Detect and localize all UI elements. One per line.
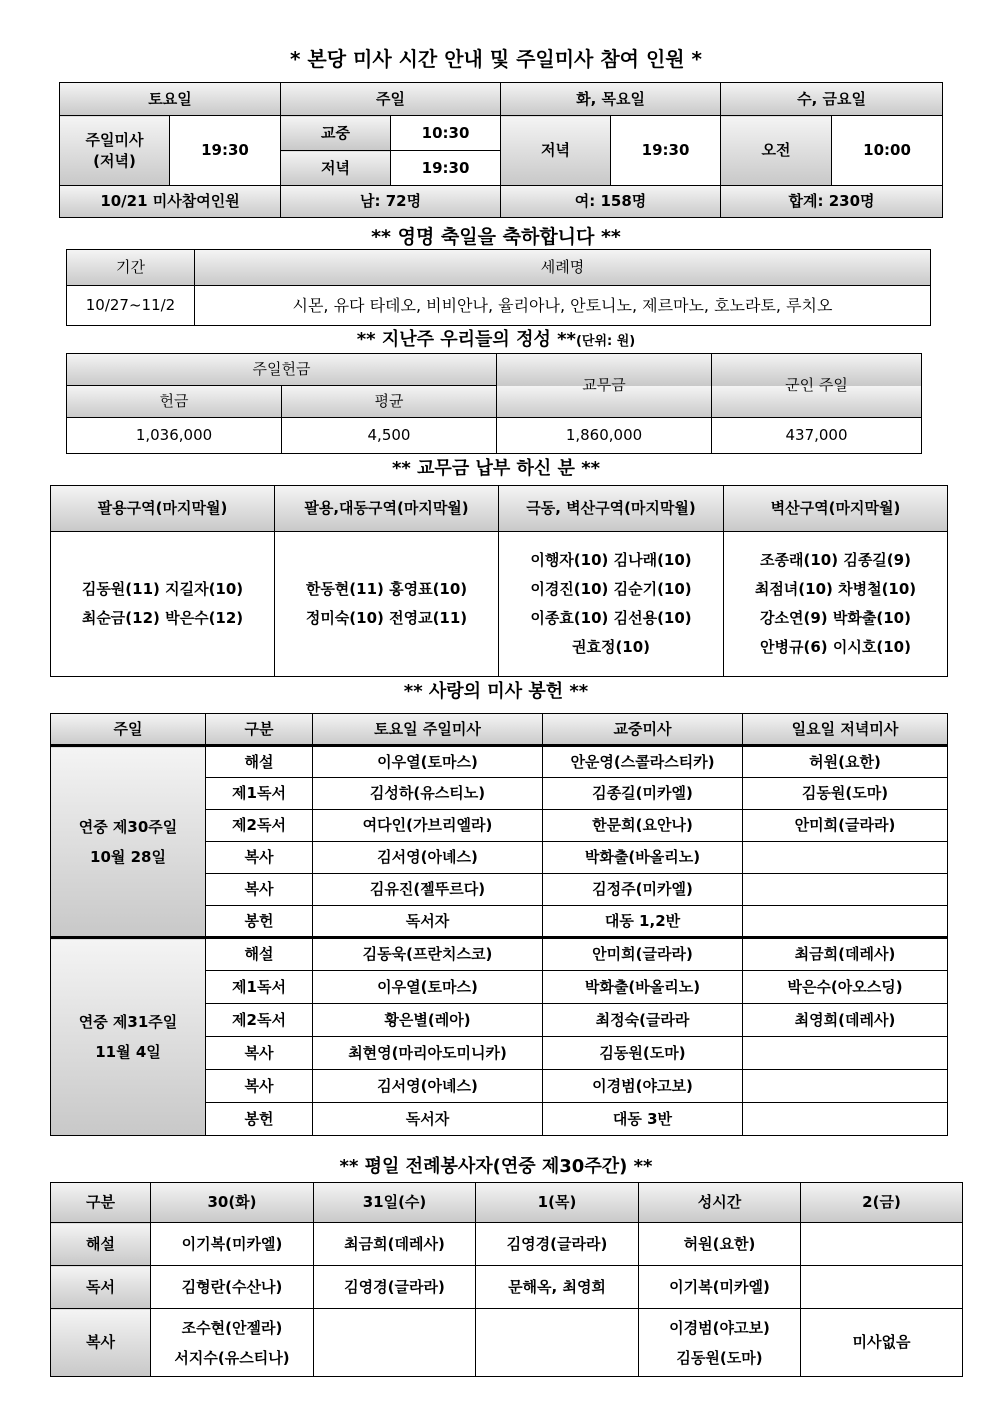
sat-server: 김서영(아녜스) xyxy=(313,842,543,874)
eve-server xyxy=(743,1103,948,1136)
weekday-server xyxy=(801,1266,963,1309)
role: 제2독서 xyxy=(206,1004,313,1037)
eve-server: 안미희(글라라) xyxy=(743,810,948,842)
main-server: 안운영(스콜라스티카) xyxy=(543,746,743,778)
weekday-server: 문해옥, 최영희 xyxy=(476,1266,639,1309)
main-server: 대동 3반 xyxy=(543,1103,743,1136)
district-header: 벽산구역(마지막월) xyxy=(724,486,948,532)
main-server: 대동 1,2반 xyxy=(543,906,743,938)
sat-server: 김성하(유스티노) xyxy=(313,778,543,810)
sat-server: 이우열(토마스) xyxy=(313,971,543,1004)
weekday-server: 이경범(야고보) 김동원(도마) xyxy=(639,1309,801,1377)
love-header: 교중미사 xyxy=(543,714,743,746)
dues-table xyxy=(50,485,948,677)
feast-names: 시몬, 유다 타데오, 비비안나, 율리아나, 안토니노, 제르마노, 호노라토, 루치오 xyxy=(195,286,931,326)
feast-period: 10/27~11/2 xyxy=(67,286,195,326)
weekday-role: 해설 xyxy=(51,1223,151,1266)
district-names: 이행자(10) 김나래(10) 이경진(10) 김순기(10) 이종효(10) 김선용(10) 권효정(10) xyxy=(499,532,724,677)
love-mass-table xyxy=(50,713,948,1136)
weekday-role: 독서 xyxy=(51,1266,151,1309)
weekday-server: 최금희(데레사) xyxy=(314,1223,476,1266)
main-server: 박화출(바올리노) xyxy=(543,842,743,874)
sunday-evening-time: 19:30 xyxy=(391,151,501,186)
main-server: 최정숙(글라라 xyxy=(543,1004,743,1037)
header-wed-fri: 수, 금요일 xyxy=(721,83,943,116)
love-header: 토요일 주일미사 xyxy=(313,714,543,746)
offering-title-wrap xyxy=(0,325,992,351)
average-header: 평균 xyxy=(282,386,497,418)
saturday-time: 19:30 xyxy=(170,116,281,186)
sunday-evening-label: 저녁 xyxy=(281,151,391,186)
sat-server: 여다인(가브리엘라) xyxy=(313,810,543,842)
eve-server xyxy=(743,842,948,874)
role: 해설 xyxy=(206,746,313,778)
sat-server: 이우열(토마스) xyxy=(313,746,543,778)
header-sunday: 주일 xyxy=(281,83,501,116)
weekday-server: 이기복(미카엘) xyxy=(151,1223,314,1266)
feast-header-period: 기간 xyxy=(67,250,195,286)
sunday-main-time: 10:30 xyxy=(391,116,501,151)
main-server: 김정주(미카엘) xyxy=(543,874,743,906)
main-server: 김종길(미카엘) xyxy=(543,778,743,810)
sat-server: 독서자 xyxy=(313,906,543,938)
weekday-header: 1(목) xyxy=(476,1183,639,1223)
role: 복사 xyxy=(206,1070,313,1103)
sat-server: 황은별(레아) xyxy=(313,1004,543,1037)
wed-fri-time: 10:00 xyxy=(832,116,943,186)
weekday-server: 조수현(안젤라) 서지수(유스티나) xyxy=(151,1309,314,1377)
eve-server xyxy=(743,1037,948,1070)
district-names: 김동원(11) 지길자(10) 최순금(12) 박은수(12) xyxy=(51,532,275,677)
eve-server: 최영희(데레사) xyxy=(743,1004,948,1037)
weekday-server xyxy=(476,1309,639,1377)
sat-server: 독서자 xyxy=(313,1103,543,1136)
district-header: 극동, 벽산구역(마지막월) xyxy=(499,486,724,532)
header-saturday: 토요일 xyxy=(60,83,281,116)
role: 봉헌 xyxy=(206,906,313,938)
wed-fri-label: 오전 xyxy=(721,116,832,186)
love-header: 구분 xyxy=(206,714,313,746)
weekday-server: 미사없음 xyxy=(801,1309,963,1377)
eve-server xyxy=(743,874,948,906)
role: 해설 xyxy=(206,938,313,971)
main-server: 안미희(글라라) xyxy=(543,938,743,971)
role: 봉헌 xyxy=(206,1103,313,1136)
sunday-offering-header: 주일헌금 xyxy=(67,354,497,386)
weekday-server xyxy=(801,1223,963,1266)
eve-server: 박은수(아오스딩) xyxy=(743,971,948,1004)
feast-table xyxy=(66,249,931,326)
parish-fee-header: 교무금 xyxy=(497,354,712,418)
weekday-server: 김형란(수산나) xyxy=(151,1266,314,1309)
love-header: 주일 xyxy=(51,714,206,746)
military-value: 437,000 xyxy=(712,418,922,454)
attendance-female: 여: 158명 xyxy=(501,186,721,218)
mass-schedule-title: * 본당 미사 시간 안내 및 주일미사 참여 인원 * xyxy=(289,47,703,71)
main-server: 김동원(도마) xyxy=(543,1037,743,1070)
weekday-server: 허원(요한) xyxy=(639,1223,801,1266)
main-server: 박화출(바올리노) xyxy=(543,971,743,1004)
offering-table xyxy=(66,353,922,454)
district-names: 조종래(10) 김종길(9) 최점녀(10) 차병철(10) 강소연(9) 박화출(10) 안병규(6) 이시호(10) xyxy=(724,532,948,677)
weekday-header: 30(화) xyxy=(151,1183,314,1223)
eve-server xyxy=(743,906,948,938)
role: 복사 xyxy=(206,874,313,906)
weekday-header: 31일(수) xyxy=(314,1183,476,1223)
parish-fee-value: 1,860,000 xyxy=(497,418,712,454)
district-header: 팔용구역(마지막월) xyxy=(51,486,275,532)
eve-server: 허원(요한) xyxy=(743,746,948,778)
offering-unit: (단위: 원) xyxy=(575,334,636,349)
district-names: 한동현(11) 홍영표(10) 정미숙(10) 전영교(11) xyxy=(275,532,499,677)
dues-title: ** 교무금 납부 하신 분 ** xyxy=(391,458,601,479)
sat-server: 김동욱(프란치스코) xyxy=(313,938,543,971)
role: 제2독서 xyxy=(206,810,313,842)
weekday-table xyxy=(50,1182,963,1377)
header-tue-thu: 화, 목요일 xyxy=(501,83,721,116)
cash-value: 1,036,000 xyxy=(67,418,282,454)
district-header: 팔용,대동구역(마지막월) xyxy=(275,486,499,532)
cash-header: 헌금 xyxy=(67,386,282,418)
week-name: 연중 제31주일 11월 4일 xyxy=(51,938,206,1136)
military-header: 군인 주일 xyxy=(712,354,922,418)
love-mass-title: ** 사랑의 미사 봉헌 ** xyxy=(403,681,589,702)
attendance-male: 남: 72명 xyxy=(281,186,501,218)
feast-header-names: 세례명 xyxy=(195,250,931,286)
mass-schedule-table xyxy=(59,82,943,218)
attendance-total: 합계: 230명 xyxy=(721,186,943,218)
sat-server: 최현영(마리아도미니카) xyxy=(313,1037,543,1070)
weekday-role: 복사 xyxy=(51,1309,151,1377)
weekday-title: ** 평일 전례봉사자(연중 제30주간) ** xyxy=(339,1156,653,1177)
eve-server xyxy=(743,1070,948,1103)
average-value: 4,500 xyxy=(282,418,497,454)
main-server: 이경범(야고보) xyxy=(543,1070,743,1103)
tue-thu-time: 19:30 xyxy=(611,116,721,186)
sat-server: 김유진(젤뚜르다) xyxy=(313,874,543,906)
saturday-label: 주일미사 (저녁) xyxy=(60,116,170,186)
weekday-header: 구분 xyxy=(51,1183,151,1223)
eve-server: 김동원(도마) xyxy=(743,778,948,810)
role: 복사 xyxy=(206,1037,313,1070)
role: 복사 xyxy=(206,842,313,874)
love-header: 일요일 저녁미사 xyxy=(743,714,948,746)
offering-title: ** 지난주 우리들의 정성 ** xyxy=(356,329,576,350)
weekday-header: 성시간 xyxy=(639,1183,801,1223)
role: 제1독서 xyxy=(206,778,313,810)
sat-server: 김서영(아녜스) xyxy=(313,1070,543,1103)
eve-server: 최금희(데레사) xyxy=(743,938,948,971)
weekday-server xyxy=(314,1309,476,1377)
role: 제1독서 xyxy=(206,971,313,1004)
attendance-date: 10/21 미사참여인원 xyxy=(60,186,281,218)
weekday-header: 2(금) xyxy=(801,1183,963,1223)
weekday-server: 김영경(글라라) xyxy=(314,1266,476,1309)
week-name: 연중 제30주일 10월 28일 xyxy=(51,746,206,938)
tue-thu-label: 저녁 xyxy=(501,116,611,186)
weekday-server: 이기복(미카엘) xyxy=(639,1266,801,1309)
weekday-server: 김영경(글라라) xyxy=(476,1223,639,1266)
sunday-main-label: 교중 xyxy=(281,116,391,151)
main-server: 한문희(요안나) xyxy=(543,810,743,842)
feast-title: ** 영명 축일을 축하합니다 ** xyxy=(371,226,621,248)
